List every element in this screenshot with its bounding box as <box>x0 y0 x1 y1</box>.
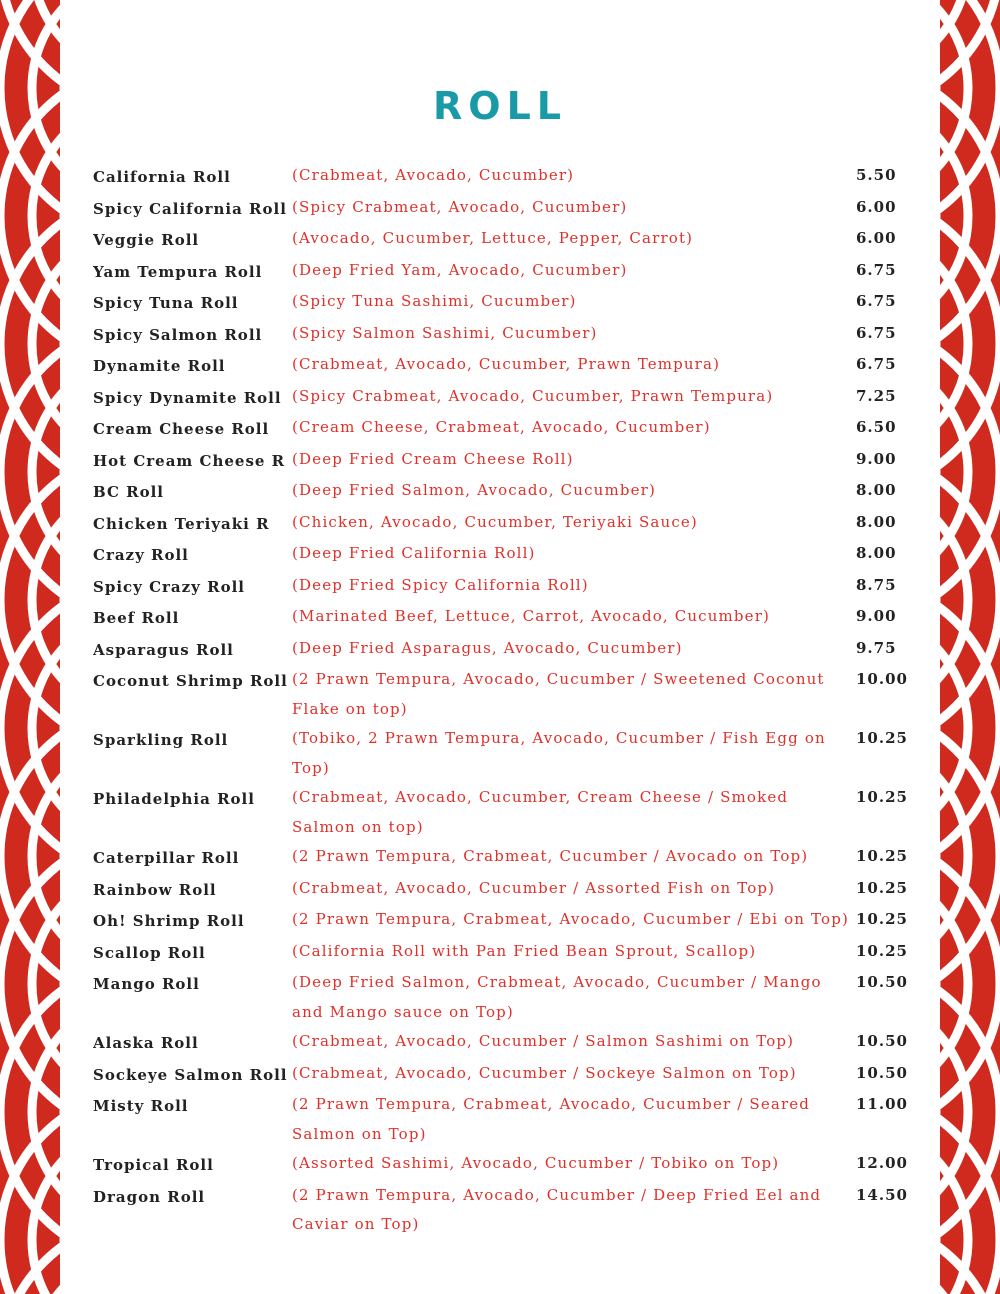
right-wave-border <box>940 0 1000 1294</box>
item-name: Hot Cream Cheese R <box>93 451 286 470</box>
menu-item <box>93 382 913 414</box>
item-description: (Crabmeat, Avocado, Cucumber, Prawn Tempura) <box>292 355 721 373</box>
item-description: (Deep Fried Spicy California Roll) <box>292 575 589 594</box>
menu-item <box>93 1181 913 1240</box>
menu-item <box>93 350 913 382</box>
item-name: Cream Cheese Roll <box>93 420 270 438</box>
menu-item <box>93 193 913 225</box>
item-description: (Deep Fried Yam, Avocado, Cucumber) <box>292 260 628 279</box>
item-name: Philadelphia Roll <box>93 790 255 808</box>
menu-item <box>93 634 913 666</box>
item-name: Chicken Teriyaki R <box>93 514 270 533</box>
menu-item <box>93 445 913 477</box>
menu-list <box>93 161 913 1240</box>
item-description: (California Roll with Pan Fried Bean Sprout, Scallop) <box>292 941 757 960</box>
item-name: Dynamite Roll <box>93 357 226 375</box>
item-name: Rainbow Roll <box>93 880 217 899</box>
item-name: Tropical Roll <box>93 1156 214 1174</box>
item-description: (Crabmeat, Avocado, Cucumber / Assorted Fish on Top) <box>292 878 776 897</box>
item-price: 8.00 <box>856 512 897 531</box>
item-price: 8.00 <box>856 481 897 499</box>
wave-pattern-right <box>940 0 1000 1294</box>
item-description: (Crabmeat, Avocado, Cucumber, Cream Cheese / Smoked Salmon on top) <box>292 788 789 836</box>
menu-item <box>93 1059 913 1091</box>
menu-item <box>93 319 913 351</box>
item-description: (Spicy Crabmeat, Avocado, Cucumber, Prawn Tempura) <box>292 386 774 405</box>
item-description: (2 Prawn Tempura, Crabmeat, Avocado, Cucumber / Seared Salmon on Top) <box>292 1095 811 1143</box>
item-description: (Chicken, Avocado, Cucumber, Teriyaki Sauce) <box>292 512 698 531</box>
menu-item <box>93 161 913 193</box>
item-name: Asparagus Roll <box>93 640 234 659</box>
item-description: (Spicy Tuna Sashimi, Cucumber) <box>292 292 577 310</box>
wave-pattern-left <box>0 0 60 1294</box>
item-description: (Avocado, Cucumber, Lettuce, Pepper, Carrot) <box>292 229 694 247</box>
item-name: Scallop Roll <box>93 943 206 962</box>
item-price: 10.25 <box>856 847 908 865</box>
item-price: 6.75 <box>856 260 897 279</box>
menu-item <box>93 287 913 319</box>
item-price: 11.00 <box>856 1095 908 1113</box>
item-description: (Cream Cheese, Crabmeat, Avocado, Cucumber) <box>292 418 711 436</box>
item-description: (2 Prawn Tempura, Crabmeat, Cucumber / Avocado on Top) <box>292 847 809 865</box>
item-price: 6.00 <box>856 229 897 247</box>
menu-item <box>93 937 913 969</box>
menu-item <box>93 602 913 634</box>
item-description: (2 Prawn Tempura, Avocado, Cucumber / Deep Fried Eel and Caviar on Top) <box>292 1185 822 1233</box>
item-description: (Crabmeat, Avocado, Cucumber / Salmon Sashimi on Top) <box>292 1032 795 1050</box>
item-price: 10.50 <box>856 1032 908 1050</box>
item-price: 10.25 <box>856 878 908 897</box>
item-price: 6.75 <box>856 355 897 373</box>
item-price: 6.00 <box>856 197 897 216</box>
item-name: Mango Roll <box>93 975 200 993</box>
item-name: Crazy Roll <box>93 546 189 564</box>
item-description: (Crabmeat, Avocado, Cucumber / Sockeye Salmon on Top) <box>292 1063 797 1082</box>
item-name: Spicy Crazy Roll <box>93 577 245 596</box>
item-price: 6.50 <box>856 418 897 436</box>
item-price: 10.00 <box>856 670 908 688</box>
item-description: (Deep Fried Salmon, Crabmeat, Avocado, Cucumber / Mango and Mango sauce on Top) <box>292 973 822 1021</box>
item-name: Sockeye Salmon Roll <box>93 1065 288 1084</box>
item-name: California Roll <box>93 168 231 186</box>
menu-item <box>93 413 913 445</box>
item-name: Spicy California Roll <box>93 199 287 218</box>
item-price: 10.50 <box>856 973 908 991</box>
item-description: (Deep Fried California Roll) <box>292 544 536 562</box>
menu-item <box>93 842 913 874</box>
item-description: (2 Prawn Tempura, Crabmeat, Avocado, Cucumber / Ebi on Top) <box>292 910 849 928</box>
item-name: Spicy Tuna Roll <box>93 294 239 312</box>
left-wave-border <box>0 0 60 1294</box>
item-name: Veggie Roll <box>93 231 200 249</box>
item-price: 10.25 <box>856 788 908 806</box>
item-description: (Assorted Sashimi, Avocado, Cucumber / Tobiko on Top) <box>292 1154 780 1172</box>
item-description: (Marinated Beef, Lettuce, Carrot, Avocado, Cucumber) <box>292 607 771 625</box>
item-price: 9.00 <box>856 607 897 625</box>
menu-item <box>93 665 913 724</box>
menu-item <box>93 968 913 1027</box>
item-description: (Deep Fried Asparagus, Avocado, Cucumber) <box>292 638 683 657</box>
menu-item <box>93 256 913 288</box>
item-name: Dragon Roll <box>93 1187 206 1206</box>
item-description: (Deep Fried Cream Cheese Roll) <box>292 449 574 468</box>
menu-item <box>93 1027 913 1059</box>
item-price: 12.00 <box>856 1154 908 1172</box>
item-price: 10.25 <box>856 729 908 747</box>
item-description: (Spicy Crabmeat, Avocado, Cucumber) <box>292 197 628 216</box>
item-name: Spicy Salmon Roll <box>93 325 263 344</box>
item-name: Alaska Roll <box>93 1034 199 1052</box>
page-title: ROLL <box>433 84 567 128</box>
item-price: 5.50 <box>856 166 897 184</box>
menu-item <box>93 1149 913 1181</box>
item-price: 14.50 <box>856 1185 908 1204</box>
item-description: (2 Prawn Tempura, Avocado, Cucumber / Sweetened Coconut Flake on top) <box>292 670 825 718</box>
item-name: Beef Roll <box>93 609 180 627</box>
item-description: (Spicy Salmon Sashimi, Cucumber) <box>292 323 598 342</box>
menu-item <box>93 476 913 508</box>
item-name: Oh! Shrimp Roll <box>93 912 245 930</box>
item-name: Spicy Dynamite Roll <box>93 388 282 407</box>
menu-item <box>93 783 913 842</box>
item-price: 7.25 <box>856 386 897 405</box>
item-name: Caterpillar Roll <box>93 849 240 867</box>
item-price: 10.25 <box>856 941 908 960</box>
menu-item <box>93 571 913 603</box>
item-price: 9.00 <box>856 449 897 468</box>
menu-item <box>93 539 913 571</box>
menu-item <box>93 1090 913 1149</box>
item-description: (Deep Fried Salmon, Avocado, Cucumber) <box>292 481 656 499</box>
menu-item <box>93 905 913 937</box>
item-price: 6.75 <box>856 292 897 310</box>
item-price: 10.25 <box>856 910 908 928</box>
item-name: Misty Roll <box>93 1097 189 1115</box>
item-description: (Crabmeat, Avocado, Cucumber) <box>292 166 575 184</box>
item-price: 8.75 <box>856 575 897 594</box>
item-name: Yam Tempura Roll <box>93 262 263 281</box>
item-price: 6.75 <box>856 323 897 342</box>
menu-item <box>93 724 913 783</box>
item-description: (Tobiko, 2 Prawn Tempura, Avocado, Cucumber / Fish Egg on Top) <box>292 729 826 777</box>
item-name: Sparkling Roll <box>93 731 229 749</box>
menu-item <box>93 508 913 540</box>
item-price: 10.50 <box>856 1063 908 1082</box>
item-price: 8.00 <box>856 544 897 562</box>
menu-item <box>93 224 913 256</box>
item-name: BC Roll <box>93 483 164 501</box>
item-name: Coconut Shrimp Roll <box>93 672 288 690</box>
menu-item <box>93 874 913 906</box>
item-price: 9.75 <box>856 638 897 657</box>
